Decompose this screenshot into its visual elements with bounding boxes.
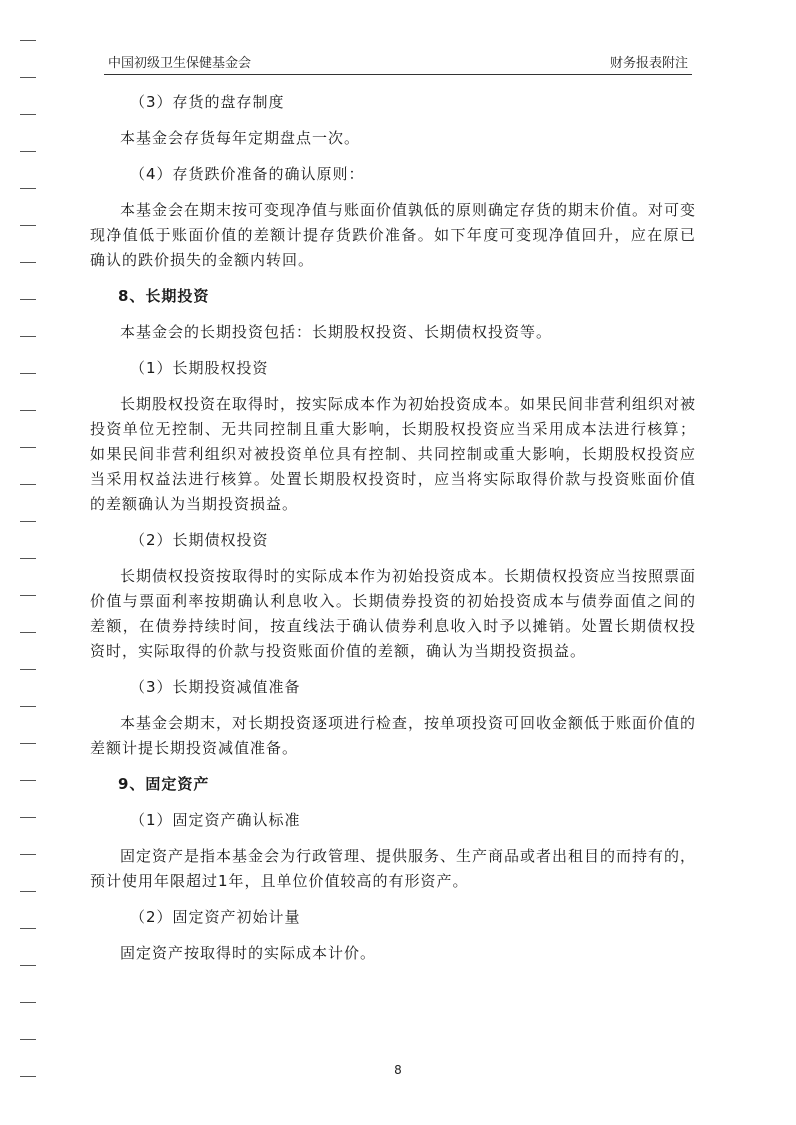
binding-tick bbox=[20, 521, 36, 522]
binding-tick bbox=[20, 743, 36, 744]
heading-long-term-investment: 8、长期投资 bbox=[118, 287, 210, 305]
binding-tick bbox=[20, 410, 36, 411]
binding-tick bbox=[20, 262, 36, 263]
binding-tick bbox=[20, 706, 36, 707]
heading-fixed-assets: 9、固定资产 bbox=[118, 775, 210, 793]
binding-margin bbox=[20, 40, 36, 1080]
binding-tick bbox=[20, 373, 36, 374]
subheading-fixed-asset-recognition: （1）固定资产确认标准 bbox=[130, 811, 301, 829]
binding-tick bbox=[20, 151, 36, 152]
binding-tick bbox=[20, 1039, 36, 1040]
binding-tick bbox=[20, 114, 36, 115]
page-header bbox=[104, 46, 692, 75]
binding-tick bbox=[20, 669, 36, 670]
paragraph-fixed-asset-measurement: 固定资产按取得时的实际成本计价。 bbox=[120, 944, 377, 962]
binding-tick bbox=[20, 1002, 36, 1003]
paragraph-fixed-asset-recognition: 固定资产是指本基金会为行政管理、提供服务、生产商品或者出租目的而持有的，预计使用年限超过1年，且单位价值较高的有形资产。 bbox=[90, 847, 697, 890]
binding-tick bbox=[20, 447, 36, 448]
binding-tick bbox=[20, 817, 36, 818]
subheading-debt-investment: （2）长期债权投资 bbox=[130, 531, 269, 549]
binding-tick bbox=[20, 854, 36, 855]
binding-tick bbox=[20, 891, 36, 892]
organization-name: 中国初级卫生保健基金会 bbox=[108, 56, 252, 71]
page-number: 8 bbox=[394, 1063, 402, 1077]
binding-tick bbox=[20, 632, 36, 633]
paragraph-long-term-investment: 本基金会的长期投资包括：长期股权投资、长期债权投资等。 bbox=[120, 323, 553, 341]
subheading-inventory-impairment: （4）存货跌价准备的确认原则： bbox=[130, 165, 365, 183]
document-body bbox=[90, 90, 696, 966]
binding-tick bbox=[20, 780, 36, 781]
binding-tick bbox=[20, 299, 36, 300]
paragraph-equity-investment: 长期股权投资在取得时，按实际成本作为初始投资成本。如果民间非营利组织对被投资单位无控制、无共同控制且重大影响，长期股权投资应当采用成本法进行核算；如果民间非营利组织对被投资单位具有控制、共同控制或重大影响，长期股权投资应当采用权益法进行核算。处置长期股权投资时，应当将实际取得价款与投资账面价值的差额确认为当期投资损益。 bbox=[90, 395, 697, 513]
paragraph-inventory-count: 本基金会存货每年定期盘点一次。 bbox=[120, 129, 361, 147]
binding-tick bbox=[20, 40, 36, 41]
binding-tick bbox=[20, 225, 36, 226]
binding-tick bbox=[20, 336, 36, 337]
binding-tick bbox=[20, 928, 36, 929]
paragraph-debt-investment: 长期债权投资按取得时的实际成本作为初始投资成本。长期债权投资应当按照票面价值与票面利率按期确认利息收入。长期债券投资的初始投资成本与债券面值之间的差额，在债券持续时间，按直线法于确认债券利息收入时予以摊销。处置长期债权投资时，实际取得的价款与投资账面价值的差额，确认为当期投资损益。 bbox=[90, 567, 697, 660]
subheading-inventory-count-system: （3）存货的盘存制度 bbox=[130, 93, 285, 111]
binding-tick bbox=[20, 558, 36, 559]
subheading-investment-impairment: （3）长期投资减值准备 bbox=[130, 678, 301, 696]
section-title: 财务报表附注 bbox=[609, 56, 688, 71]
binding-tick bbox=[20, 965, 36, 966]
paragraph-inventory-impairment: 本基金会在期末按可变现净值与账面价值孰低的原则确定存货的期末价值。对可变现净值低于账面价值的差额计提存货跌价准备。如下年度可变现净值回升，应在原已确认的跌价损失的金额内转回。 bbox=[90, 201, 697, 269]
subheading-fixed-asset-measurement: （2）固定资产初始计量 bbox=[130, 908, 301, 926]
subheading-equity-investment: （1）长期股权投资 bbox=[130, 359, 269, 377]
binding-tick bbox=[20, 595, 36, 596]
binding-tick bbox=[20, 188, 36, 189]
paragraph-investment-impairment: 本基金会期末，对长期投资逐项进行检查，按单项投资可回收金额低于账面价值的差额计提长期投资减值准备。 bbox=[90, 714, 697, 757]
binding-tick bbox=[20, 484, 36, 485]
binding-tick bbox=[20, 77, 36, 78]
